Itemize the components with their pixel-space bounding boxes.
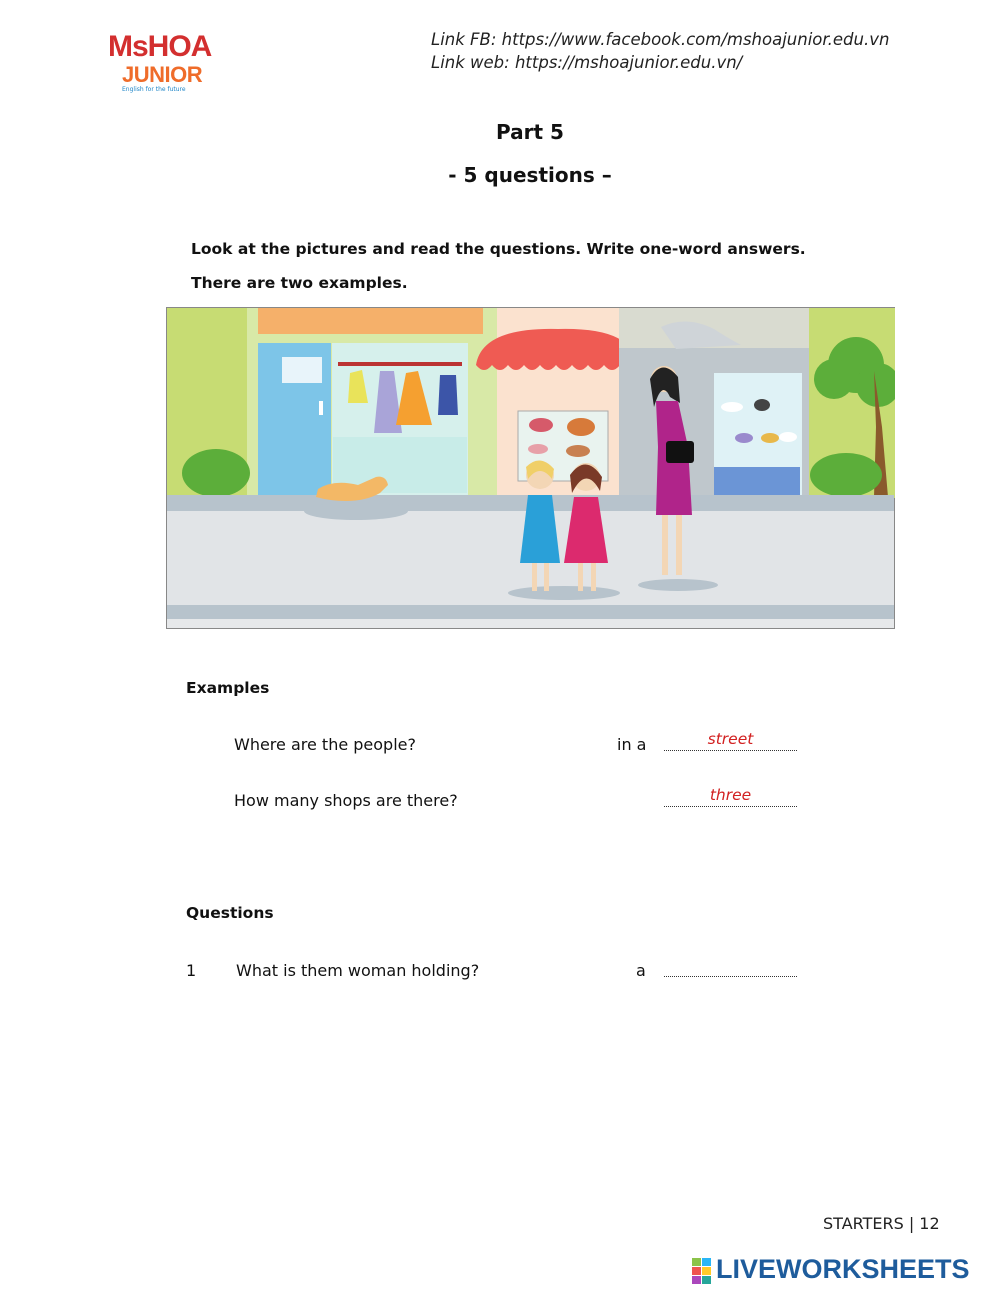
questions-heading: Questions: [186, 904, 274, 922]
mshoa-junior-logo: [108, 30, 238, 96]
question-prefix-1: a: [636, 961, 646, 980]
instruction-line-1: Look at the pictures and read the questions. Write one-word answers.: [191, 240, 806, 258]
question-1: What is them woman holding?: [236, 961, 480, 980]
instruction-line-2: There are two examples.: [191, 274, 408, 292]
page-title: Part 5: [496, 120, 564, 144]
liveworksheets-icon: [692, 1258, 712, 1284]
example-question-2: How many shops are there?: [234, 791, 458, 810]
question-answer-line-1: [664, 976, 797, 977]
example-answer-line-1: [664, 750, 797, 751]
logo-tagline: English for the future: [122, 86, 186, 93]
handbag: [666, 441, 694, 463]
facebook-link[interactable]: Link FB: https://www.facebook.com/mshoajunior.edu.vn: [431, 30, 890, 49]
example-question-1: Where are the people?: [234, 735, 416, 754]
street-scene-illustration: [166, 307, 895, 629]
website-link[interactable]: Link web: https://mshoajunior.edu.vn/: [431, 53, 743, 72]
example-answer-1: street: [707, 730, 754, 748]
examples-heading: Examples: [186, 679, 270, 697]
liveworksheets-watermark: [692, 1254, 992, 1286]
page-subtitle: - 5 questions –: [448, 163, 612, 187]
question-number-1: 1: [186, 961, 197, 980]
logo-brand: MsHOA: [108, 30, 212, 63]
logo-junior: JUNIOR: [122, 62, 203, 87]
example-answer-line-2: [664, 806, 797, 807]
page-number: STARTERS | 12: [823, 1214, 940, 1233]
example-answer-2: three: [709, 786, 752, 804]
example-prefix-1: in a: [617, 735, 647, 754]
watermark-text: LIVEWORKSHEETS: [716, 1254, 970, 1284]
